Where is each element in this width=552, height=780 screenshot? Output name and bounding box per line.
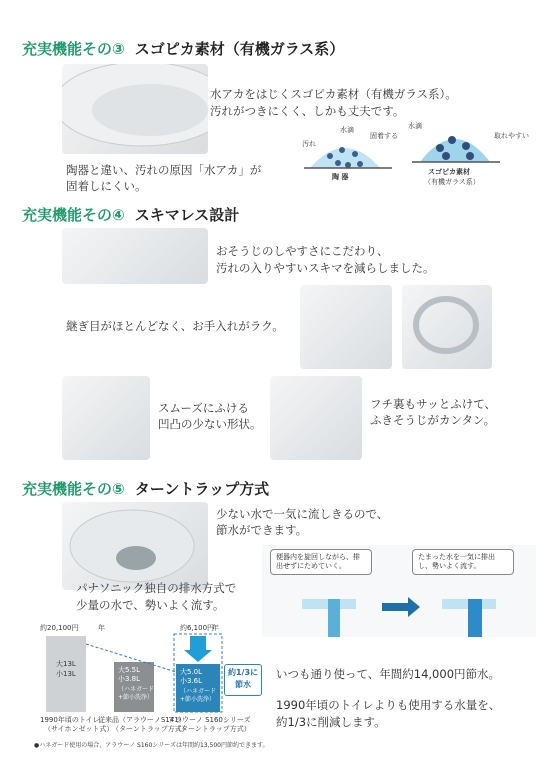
section4-title: スキマレス設計 xyxy=(134,206,240,224)
flush-bubble: たまった水を一気に排出し、勢いよく流す。 xyxy=(412,549,514,575)
open-lid-photo xyxy=(402,285,492,369)
smooth-text2: 凹凸の少ない形状。 xyxy=(158,417,262,431)
label-water-drop-left: 水滴 xyxy=(340,126,354,134)
label-adhere: 固着する xyxy=(370,132,398,140)
savings-text1: いつも通り使って、年間約14,000円節水。 xyxy=(276,667,501,681)
section4-tag: 充実機能その④ xyxy=(22,206,125,224)
bar-s160-line3: （ハネガード xyxy=(180,688,217,695)
bar-s141-line2: 小3.8L xyxy=(118,675,141,683)
ratio-label1: 約1/3に xyxy=(227,668,259,677)
caption-1990-a: 1990年頃のトイレ xyxy=(40,716,100,724)
section3-tag: 充実機能その③ xyxy=(22,40,125,58)
label-organic-glass: （有機ガラス系） xyxy=(424,178,480,186)
section5-desc2: 節水ができます。 xyxy=(216,523,308,537)
bar-1990-line2: 小13L xyxy=(56,670,76,678)
ratio-label2: 節水 xyxy=(235,680,251,689)
rim-text2: ふきそうじがカンタン。 xyxy=(370,413,496,427)
bar-1990-line1: 大13L xyxy=(56,660,76,668)
material-comparison-diagram xyxy=(300,118,536,198)
label-sugopika: スゴピカ素材 xyxy=(428,168,470,176)
section3-title: スゴピカ素材（有機ガラス系） xyxy=(134,40,345,58)
toilet-bowl-illustration xyxy=(62,64,208,154)
section3-heading xyxy=(22,38,344,59)
bar-s160-line2: 小3.6L xyxy=(180,677,203,685)
caption-s141-a: 従来品（アラウーノS141） xyxy=(98,716,186,724)
section5-tag: 充実機能その⑤ xyxy=(22,480,125,498)
section3-note1: 陶器と違い、汚れの原因「水アカ」が xyxy=(66,163,262,177)
label-easy-removal: 取れやすい xyxy=(494,132,529,140)
bar-s160-line4: +節小洗浄） xyxy=(180,696,216,703)
section5-note2: 少量の水で、勢いよく流す。 xyxy=(76,598,225,612)
swirl-bubble: 便器内を旋回しながら、排出せずにためていく。 xyxy=(270,549,372,575)
section5-heading xyxy=(22,478,269,499)
section3-desc1: 水アカをはじくスゴピカ素材（有機ガラス系）。 xyxy=(210,87,457,101)
savings-text3: 約1/3に削減します。 xyxy=(276,715,386,729)
rim-text1: フチ裏もサッとふけて、 xyxy=(370,397,497,411)
rim-wipe-photo xyxy=(270,376,362,460)
toilet-bowl-photo xyxy=(62,64,208,154)
chart-arrows xyxy=(40,624,240,714)
amount-left-unit: 年 xyxy=(98,624,105,632)
section5-desc1: 少ない水で一気に流しきるので、 xyxy=(216,507,389,521)
bar-s141-line4: +節小洗浄） xyxy=(118,694,154,701)
label-ceramic: 陶 器 xyxy=(332,173,349,181)
label-water-drop-right: 水滴 xyxy=(408,122,422,130)
section5-title: ターントラップ方式 xyxy=(134,480,270,498)
bowl-vortex-photo xyxy=(62,502,208,590)
section4-desc2: 汚れの入りやすいスキマを減らしました。 xyxy=(216,261,435,275)
section4-note: 継ぎ目がほとんどなく、お手入れがラク。 xyxy=(66,319,284,333)
bar-s141-line3: （ハネガード xyxy=(118,686,155,693)
section4-heading xyxy=(22,204,239,225)
savings-text2: 1990年頃のトイレよりも使用する水量を、 xyxy=(276,698,501,712)
amount-right-unit: 年 xyxy=(212,624,219,632)
toilet-rim-illustration xyxy=(402,285,492,369)
caption-s141-b: （ターントラップ方式） xyxy=(112,725,189,733)
label-dirt: 汚れ xyxy=(302,140,316,148)
turn-trap-diagram xyxy=(262,545,536,637)
amount-left: 約20,100円 xyxy=(40,624,79,632)
toilet-seat-photo xyxy=(62,228,208,284)
section3-note2: 固着しにくい。 xyxy=(66,179,147,193)
section4-desc1: おそうじのしやすさにこだわり、 xyxy=(216,244,389,258)
smooth-wipe-photo xyxy=(62,376,150,460)
bar-s141-line1: 大5.5L xyxy=(118,666,141,674)
vortex-illustration xyxy=(62,502,208,590)
amount-right: 約6,100円 xyxy=(180,624,215,632)
caption-1990-b: （サイホンゼット式） xyxy=(44,725,114,733)
cleaning-gap-photo xyxy=(300,285,392,369)
chart-footnote: ●ハネガード使用の場合、アラウーノ S160シリーズは年間約13,500円節約できます。 xyxy=(34,742,269,749)
caption-s160-a: アラウーノ S160シリーズ xyxy=(168,716,251,724)
bar-s160-line1: 大5.0L xyxy=(180,668,203,676)
caption-s160-b: （ターントラップ方式） xyxy=(174,725,251,733)
smooth-text1: スムーズにふける xyxy=(158,401,249,415)
section3-desc2: 汚れがつきにくく、しかも丈夫です。 xyxy=(210,104,405,118)
savings-ratio-badge xyxy=(224,664,262,696)
section5-note1: パナソニック独自の排水方式で xyxy=(76,581,237,595)
